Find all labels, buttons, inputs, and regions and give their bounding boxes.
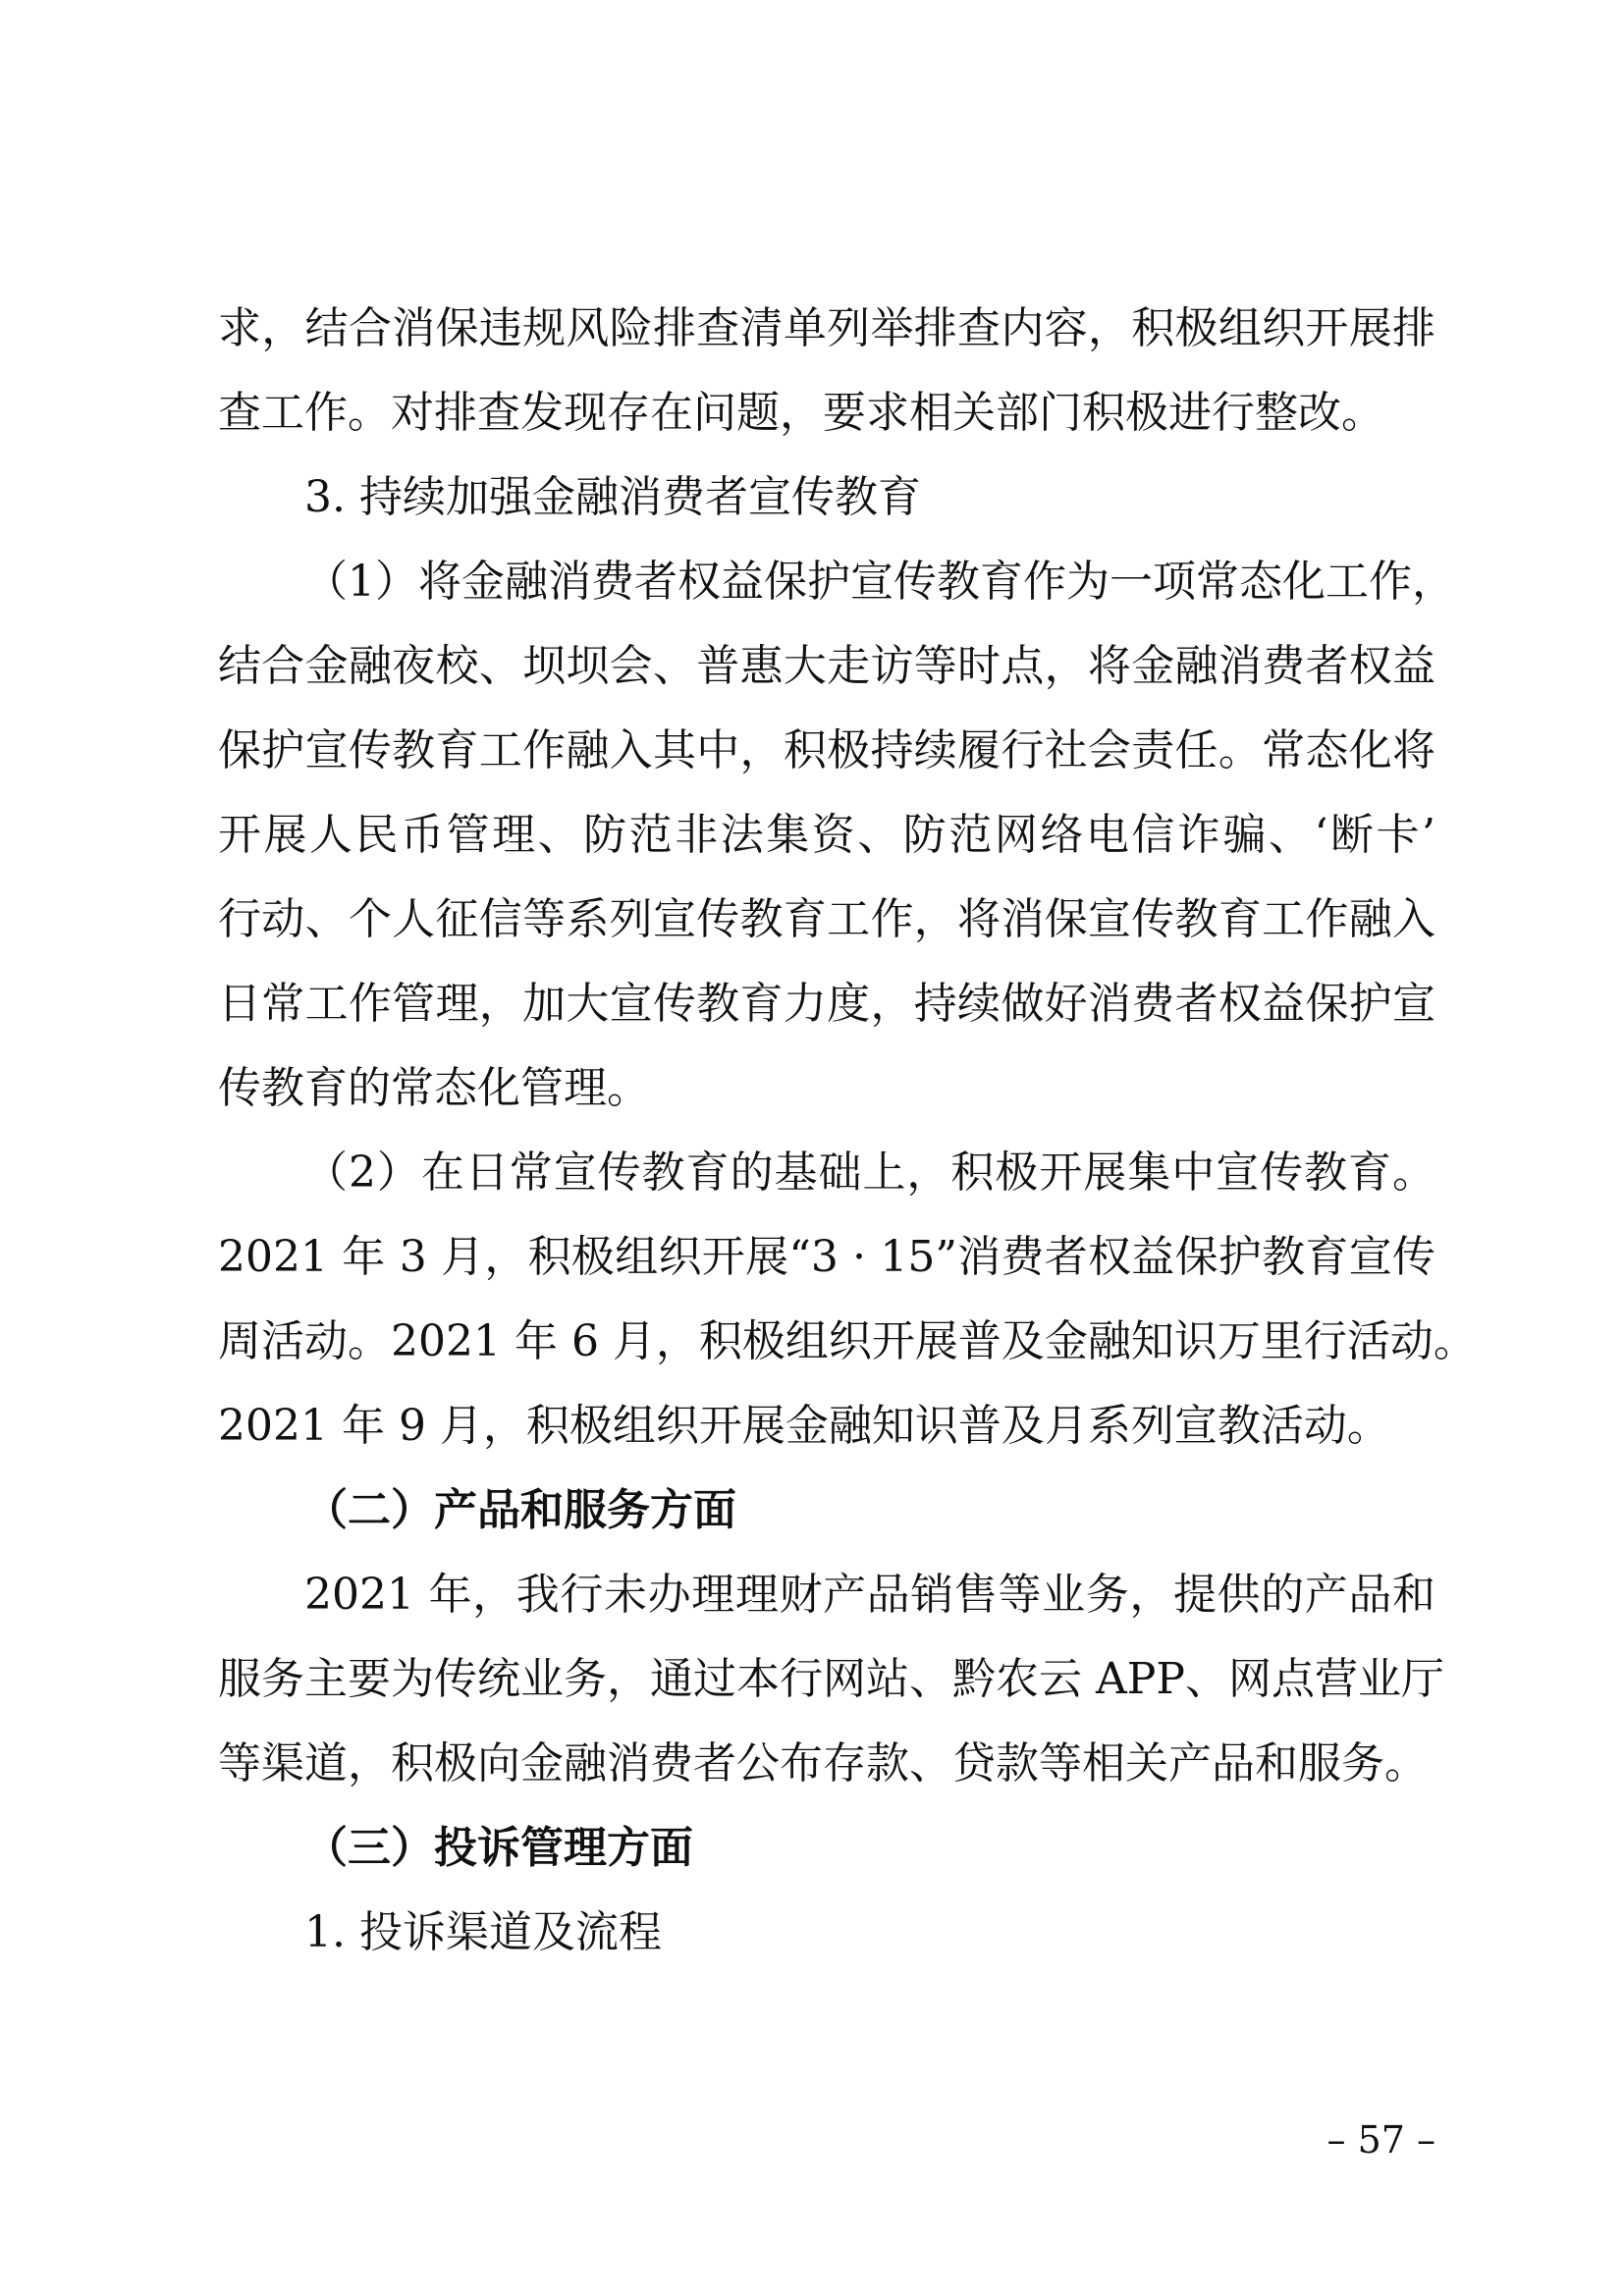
paragraph-line: 2021 年 3 月，积极组织开展“3 · 15”消费者权益保护教育宣传 [218, 1232, 1435, 1282]
paragraph-line: 行动、个人征信等系列宣传教育工作，将消保宣传教育工作融入 [218, 894, 1435, 944]
paragraph-line: 查工作。对排查发现存在问题，要求相关部门积极进行整改。 [218, 388, 1384, 438]
paragraph-line: 等渠道，积极向金融消费者公布存款、贷款等相关产品和服务。 [218, 1738, 1428, 1789]
section-heading: 1. 投诉渠道及流程 [304, 1907, 662, 1957]
paragraph-line: 2021 年，我行未办理理财产品销售等业务，提供的产品和 [304, 1570, 1435, 1620]
paragraph-line: 日常工作管理，加大宣传教育力度，持续做好消费者权益保护宣 [218, 979, 1435, 1029]
paragraph-line: （1）将金融消费者权益保护宣传教育作为一项常态化工作， [304, 557, 1455, 607]
section-heading: （二）产品和服务方面 [304, 1485, 736, 1535]
paragraph-line: 求，结合消保违规风险排查清单列举排查内容，积极组织开展排 [218, 303, 1435, 353]
section-heading: （三）投诉管理方面 [304, 1823, 693, 1873]
paragraph-line: 服务主要为传统业务，通过本行网站、黔农云 APP、网点营业厅 [218, 1654, 1444, 1704]
page-number: – 57 – [1326, 2118, 1435, 2162]
paragraph-line: 结合金融夜校、坝坝会、普惠大走访等时点，将金融消费者权益 [218, 641, 1435, 691]
paragraph-line: 开展人民币管理、防范非法集资、防范网络电信诈骗、‘断卡’ [218, 810, 1435, 860]
paragraph-line: （2）在日常宣传教育的基础上，积极开展集中宣传教育。 [304, 1148, 1435, 1198]
paragraph-line: 保护宣传教育工作融入其中，积极持续履行社会责任。常态化将 [218, 725, 1435, 775]
paragraph-line: 传教育的常态化管理。 [218, 1063, 650, 1113]
paragraph-line: 2021 年 9 月，积极组织开展金融知识普及月系列宣教活动。 [218, 1401, 1390, 1451]
paragraph-line: 周活动。2021 年 6 月，积极组织开展普及金融知识万里行活动。 [218, 1316, 1477, 1366]
section-heading: 3. 持续加强金融消费者宣传教育 [304, 472, 921, 522]
